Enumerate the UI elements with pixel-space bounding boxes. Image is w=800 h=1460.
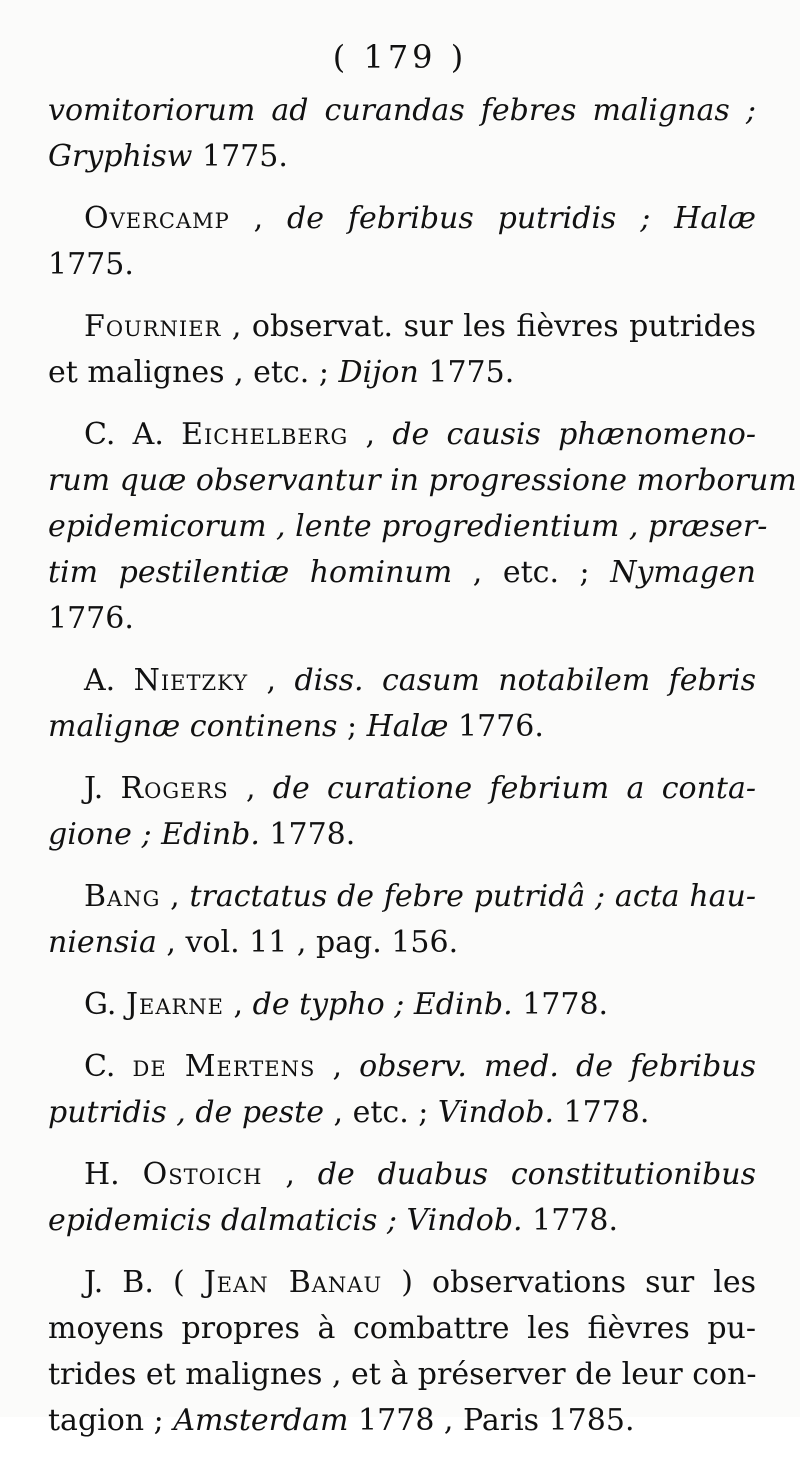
title-text: de causis phænomeno-	[392, 417, 756, 452]
entry-text: 1775.	[192, 139, 288, 174]
entry-text: A.	[84, 663, 134, 698]
entry-line	[48, 1398, 756, 1444]
entry-line	[48, 766, 756, 812]
entry-text: , observat. sur les fièvres putrides	[221, 309, 756, 344]
title-text: tractatus de febre putridâ ; acta hau-	[189, 879, 756, 914]
entry-text: , etc. ;	[452, 555, 611, 590]
entry-text: 1778.	[259, 817, 356, 852]
entry-text: C. A.	[84, 417, 182, 452]
title-text: epidemicis dalmaticis ; Vindob.	[48, 1203, 523, 1238]
entry-text: tagion ;	[48, 1403, 174, 1438]
entry-text: 1778 , Paris 1785.	[348, 1403, 635, 1438]
title-text: Dijon	[338, 355, 419, 390]
author-name: Bang	[84, 879, 161, 914]
bibliography-entry	[48, 1260, 756, 1444]
bibliography-entry	[48, 766, 756, 858]
title-text: de duabus constitutionibus	[317, 1157, 757, 1192]
title-text: rum quæ observantur in progressione morborum	[48, 463, 797, 498]
entry-text: ) observations sur les	[382, 1265, 756, 1300]
entry-text: et malignes , etc. ;	[48, 355, 339, 390]
entry-text: ,	[248, 663, 295, 698]
title-text: Gryphisw	[48, 139, 193, 174]
entry-line	[48, 458, 797, 504]
bibliography-entry	[48, 304, 756, 396]
title-text: de febribus putridis ; Halæ	[287, 201, 756, 236]
entry-text: , etc. ;	[323, 1095, 438, 1130]
title-text: Vindob.	[437, 1095, 554, 1130]
bibliography-entry	[48, 196, 756, 288]
entry-line	[48, 812, 756, 858]
author-name: Eichelberg	[181, 417, 349, 452]
page-number: ( 179 )	[332, 38, 468, 76]
author-name: de Mertens	[132, 1049, 316, 1084]
bibliography-entry	[48, 412, 797, 642]
entry-line	[48, 88, 756, 134]
entry-text: ,	[229, 201, 288, 236]
title-text: vomitoriorum ad curandas febres malignas ;	[48, 93, 756, 128]
author-name: Rogers	[120, 771, 229, 806]
entry-text: J. B. (	[84, 1265, 204, 1300]
entry-line	[48, 350, 756, 396]
entry-text: C.	[84, 1049, 133, 1084]
entry-line	[48, 874, 756, 920]
title-text: Nymagen	[610, 555, 756, 590]
title-text: tim pestilentiæ hominum	[48, 555, 453, 590]
bibliography-entry	[48, 1044, 756, 1136]
entry-line	[48, 134, 756, 180]
title-text: de typho ; Edinb.	[252, 987, 513, 1022]
entry-line	[48, 1260, 756, 1306]
entry-text: ,	[315, 1049, 360, 1084]
entry-line	[48, 658, 756, 704]
entry-text: 1775.	[48, 247, 134, 282]
title-text: malignæ continens	[48, 709, 338, 744]
title-text: Amsterdam	[173, 1403, 349, 1438]
entry-text: 1778.	[553, 1095, 650, 1130]
bibliography-entry	[48, 88, 756, 180]
entry-text: 1776.	[48, 601, 134, 636]
entry-text: ,	[160, 879, 190, 914]
entry-line	[48, 1090, 756, 1136]
title-text: de curatione febrium a conta-	[272, 771, 757, 806]
entry-line	[48, 1152, 756, 1198]
bibliography-entry	[48, 874, 756, 966]
entry-line	[48, 1306, 756, 1352]
author-name: Fournier	[84, 309, 222, 344]
entry-line	[48, 1198, 756, 1244]
entry-text: H.	[84, 1157, 143, 1192]
title-text: putridis , de peste	[48, 1095, 324, 1130]
entry-line	[48, 242, 756, 288]
entry-line	[48, 504, 768, 550]
entry-line	[48, 982, 756, 1028]
entry-line	[48, 196, 756, 242]
author-name: Overcamp	[84, 201, 230, 236]
entry-text: 1775.	[418, 355, 515, 390]
entry-text: 1778.	[512, 987, 609, 1022]
author-name: Jearne	[125, 987, 225, 1022]
entry-text: ,	[224, 987, 253, 1022]
entry-text: trides et malignes , et à préserver de leur con-	[48, 1357, 757, 1392]
entry-text: moyens propres à combattre les fièvres pu-	[48, 1311, 756, 1346]
entry-text: 1776.	[448, 709, 544, 744]
bibliography-list	[48, 88, 797, 1460]
bibliography-entry	[48, 1152, 756, 1244]
entry-text: ,	[228, 771, 273, 806]
entry-line	[48, 1044, 756, 1090]
entry-text: G.	[84, 987, 126, 1022]
entry-line	[48, 704, 756, 750]
author-name: Nietzky	[133, 663, 249, 698]
title-text: epidemicorum , lente progredientium , præser-	[48, 509, 768, 544]
title-text: diss. casum notabilem febris	[294, 663, 756, 698]
entry-line	[48, 550, 756, 596]
author-name: Ostoich	[142, 1157, 263, 1192]
entry-text: J.	[84, 771, 121, 806]
bibliography-entry	[48, 658, 756, 750]
entry-line	[48, 596, 756, 642]
entry-line	[48, 412, 756, 458]
entry-text: ,	[348, 417, 393, 452]
author-name: Jean Banau	[203, 1265, 383, 1300]
entry-text: 1778.	[522, 1203, 619, 1238]
entry-line	[48, 920, 756, 966]
title-text: niensia	[48, 925, 157, 960]
title-text: Halæ	[366, 709, 449, 744]
entry-text: , vol. 11 , pag. 156.	[156, 925, 459, 960]
bibliography-entry	[48, 982, 756, 1028]
title-text: gione ; Edinb.	[48, 817, 260, 852]
entry-text: ;	[337, 709, 367, 744]
entry-text: ,	[262, 1157, 318, 1192]
title-text: observ. med. de febribus	[359, 1049, 756, 1084]
entry-line	[48, 304, 756, 350]
entry-line	[48, 1352, 756, 1398]
